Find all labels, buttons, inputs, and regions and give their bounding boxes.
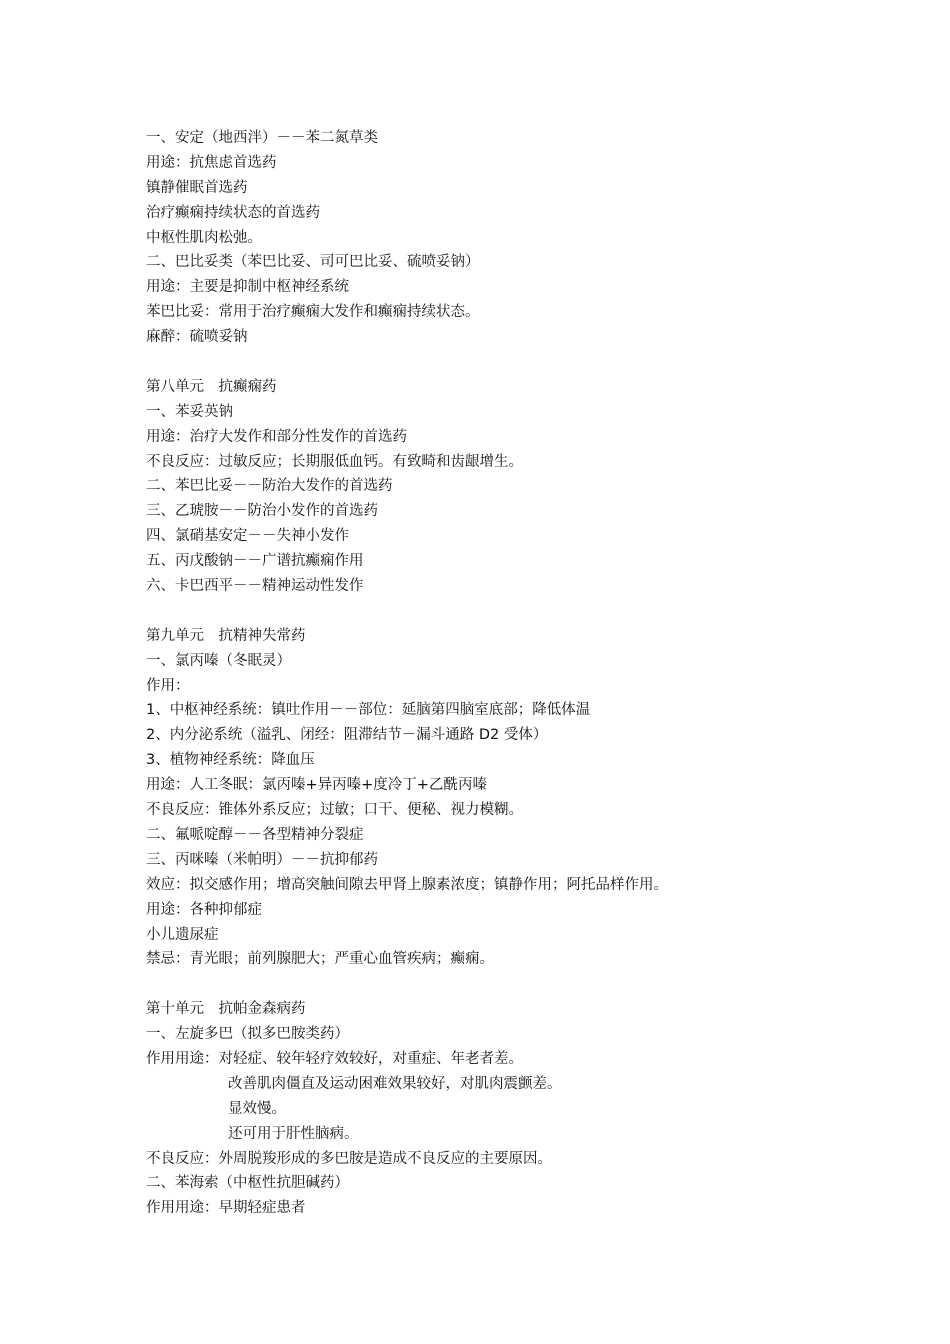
- text-line: 3、植物神经系统：降血压: [146, 752, 315, 769]
- text-line: 小儿遗尿症: [146, 926, 219, 943]
- text-line: 二、氟哌啶醇－－各型精神分裂症: [146, 826, 364, 843]
- text-line: 作用用途：对轻症、较年轻疗效较好，对重症、年老者差。: [146, 1050, 523, 1067]
- text-line: 治疗癫痫持续状态的首选药: [146, 204, 320, 221]
- text-line: 三、丙咪嗪（米帕明）－－抗抑郁药: [146, 851, 378, 868]
- section-gap: [146, 599, 906, 624]
- text-line: 作用用途：早期轻症患者: [146, 1200, 306, 1217]
- text-line: 作用：: [146, 677, 190, 694]
- text-line: 2、内分泌系统（溢乳、闭经：阻滞结节－漏斗通路 D2 受体）: [146, 727, 548, 744]
- text-line: 禁忌：青光眼；前列腺肥大；严重心血管疾病；癫痫。: [146, 951, 494, 968]
- text-line: 还可用于肝性脑病。: [228, 1125, 359, 1142]
- text-line: 一、苯妥英钠: [146, 403, 233, 420]
- text-line: 不良反应：外周脱羧形成的多巴胺是造成不良反应的主要原因。: [146, 1150, 552, 1167]
- section-gap: [146, 350, 906, 375]
- text-line: 镇静催眠首选药: [146, 179, 248, 196]
- text-line: 用途：各种抑郁症: [146, 901, 262, 918]
- section-heading: 第八单元 抗癫痫药: [146, 378, 277, 395]
- text-line: 三、乙琥胺－－防治小发作的首选药: [146, 503, 378, 520]
- text-line: 二、苯巴比妥－－防治大发作的首选药: [146, 478, 393, 495]
- text-line: 二、巴比妥类（苯巴比妥、司可巴比妥、硫喷妥钠）: [146, 254, 480, 271]
- text-line: 一、安定（地西泮）－－苯二氮草类: [146, 130, 378, 146]
- text-line: 用途：人工冬眠：氯丙嗪+异丙嗪+度冷丁+乙酰丙嗪: [146, 777, 487, 794]
- text-line: 显效慢。: [228, 1100, 286, 1117]
- text-line: 1、中枢神经系统：镇吐作用－－部位：延脑第四脑室底部；降低体温: [146, 702, 591, 719]
- text-line: 一、氯丙嗪（冬眠灵）: [146, 652, 291, 669]
- text-line: 用途：治疗大发作和部分性发作的首选药: [146, 428, 407, 445]
- text-line: 二、苯海索（中枢性抗胆碱药）: [146, 1175, 349, 1192]
- text-line: 中枢性肌肉松弛。: [146, 229, 262, 246]
- text-line: 改善肌肉僵直及运动困难效果较好，对肌肉震颤差。: [228, 1075, 562, 1092]
- text-line: 六、卡巴西平－－精神运动性发作: [146, 578, 364, 595]
- text-line: 用途：抗焦虑首选药: [146, 154, 277, 171]
- text-line: 苯巴比妥：常用于治疗癫痫大发作和癫痫持续状态。: [146, 304, 480, 321]
- document-page: [146, 126, 906, 1221]
- text-line: 用途：主要是抑制中枢神经系统: [146, 279, 349, 296]
- text-line: 一、左旋多巴（拟多巴胺类药）: [146, 1026, 349, 1043]
- text-line: 四、氯硝基安定－－失神小发作: [146, 528, 349, 545]
- section-gap: [146, 972, 906, 997]
- text-line: 不良反应：锥体外系反应；过敏；口干、便秘、视力模糊。: [146, 802, 523, 819]
- text-line: 效应：拟交感作用；增高突触间隙去甲肾上腺素浓度；镇静作用；阿托品样作用。: [146, 876, 668, 893]
- section-heading: 第十单元 抗帕金森病药: [146, 1001, 306, 1018]
- text-line: 不良反应：过敏反应；长期服低血钙。有致畸和齿龈增生。: [146, 453, 523, 470]
- section-heading: 第九单元 抗精神失常药: [146, 627, 306, 644]
- text-line: 麻醉：硫喷妥钠: [146, 329, 248, 346]
- text-line: 五、丙戊酸钠－－广谱抗癫痫作用: [146, 553, 364, 570]
